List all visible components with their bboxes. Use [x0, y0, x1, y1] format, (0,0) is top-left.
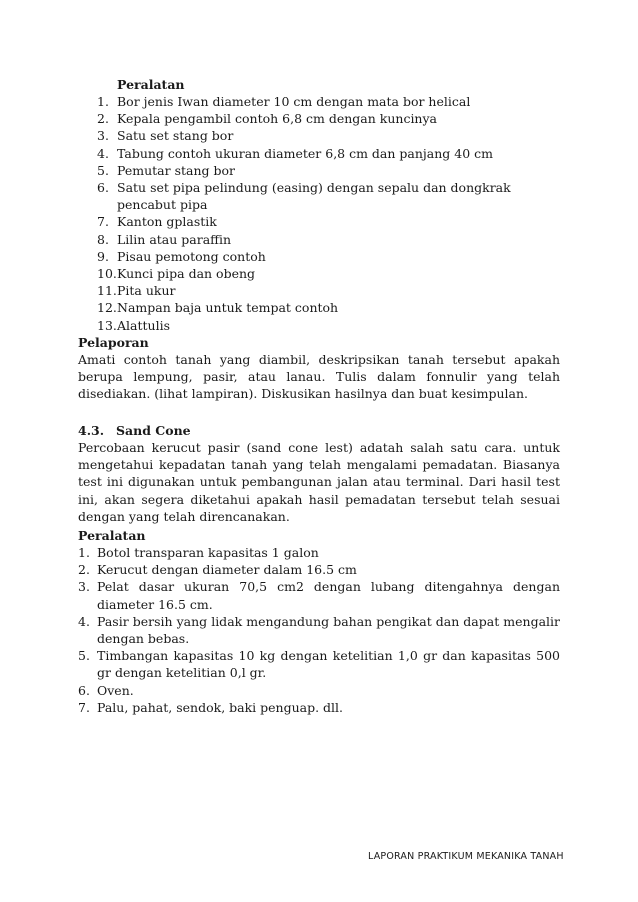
pelaporan-paragraph: Amati contoh tanah yang diambil, deskripsikan tanah tersebut apakah berupa lempung, pasir, atau lanau. Tulis dalam fonnulir yang telah disediakan. (lihat lampiran). Diskusikan hasilnya dan buat kesimpulan.: [78, 352, 560, 402]
list-item: [97, 231, 567, 248]
list-item-text: Oven.: [97, 682, 134, 698]
list-item-number: 3.: [78, 579, 90, 595]
list-item-text: Bor jenis Iwan diameter 10 cm dengan mata bor helical: [117, 94, 471, 109]
list-item: [78, 613, 560, 647]
list-item-text: Kepala pengambil contoh 6,8 cm dengan kuncinya: [117, 111, 438, 127]
section2-heading: Peralatan: [78, 528, 146, 543]
page-footer: LAPORAN PRAKTIKUM MEKANIKA TANAH: [368, 851, 564, 862]
list-item-text: Pelat dasar ukuran 70,5 cm2 dengan lubang ditengahnya dengan diameter 16.5 cm.: [97, 579, 560, 612]
list-item-text: Kerucut dengan diameter dalam 16.5 cm: [97, 562, 357, 578]
equipment-list-2: [78, 544, 560, 716]
list-item-number: 9.: [97, 248, 109, 264]
list-item: [97, 179, 567, 213]
list-item: [97, 93, 567, 110]
list-item-number: 6.: [97, 180, 109, 196]
list-item: [78, 544, 560, 561]
equipment-list-1: [97, 93, 567, 334]
list-item: [78, 699, 560, 716]
list-item-number: 1.: [78, 545, 90, 560]
list-item: [97, 110, 567, 127]
list-item-text: Palu, pahat, sendok, baki penguap. dll.: [97, 699, 344, 715]
list-item: [97, 213, 567, 230]
list-item: [78, 647, 560, 681]
list-item-number: 10.: [97, 266, 117, 282]
list-item-text: Pisau pemotong contoh: [117, 248, 266, 264]
list-item-text: Pita ukur: [117, 283, 176, 299]
list-item-number: 7.: [97, 214, 109, 230]
section1-heading: Peralatan: [117, 77, 185, 92]
pelaporan-heading: Pelaporan: [78, 335, 149, 350]
list-item-text: Lilin atau paraffin: [117, 231, 232, 247]
list-item-text: Timbangan kapasitas 10 kg dengan ketelitian 1,0 gr dan kapasitas 500 gr dengan ketelitian 0,l gr.: [97, 648, 560, 681]
list-item: [97, 317, 567, 334]
list-item-number: 3.: [97, 128, 109, 144]
sandcone-number: 4.3.: [78, 423, 105, 438]
list-item: [97, 162, 567, 179]
list-item-text: Alattulis: [117, 317, 170, 333]
list-item: [78, 561, 560, 578]
list-item: [78, 682, 560, 699]
list-item-text: Kunci pipa dan obeng: [117, 266, 256, 282]
list-item-number: 12.: [97, 300, 117, 316]
list-item-number: 6.: [78, 682, 90, 698]
list-item-text: Kanton gplastik: [117, 214, 217, 230]
list-item: [97, 265, 567, 282]
list-item: [97, 127, 567, 144]
list-item-number: 4.: [97, 145, 109, 161]
list-item: [97, 145, 567, 162]
list-item: [97, 282, 567, 299]
list-item-number: 1.: [97, 94, 109, 109]
list-item: [97, 248, 567, 265]
list-item-number: 11.: [97, 283, 117, 299]
list-item-number: 7.: [78, 699, 90, 715]
sandcone-title: Sand Cone: [116, 423, 191, 438]
list-item-number: 8.: [97, 231, 109, 247]
list-item-number: 4.: [78, 613, 90, 629]
list-item-number: 13.: [97, 317, 117, 333]
list-item-number: 5.: [78, 648, 90, 664]
list-item-text: Satu set stang bor: [117, 128, 234, 144]
list-item-text: Tabung contoh ukuran diameter 6,8 cm dan panjang 40 cm: [117, 145, 493, 161]
list-item: [97, 299, 567, 316]
list-item-text: Pasir bersih yang lidak mengandung bahan pengikat dan dapat mengalir dengan bebas.: [97, 613, 560, 647]
list-item-number: 2.: [78, 562, 90, 578]
list-item: [78, 578, 560, 612]
list-item-text: Pemutar stang bor: [117, 162, 235, 178]
list-item-number: 2.: [97, 111, 109, 127]
list-item-text: Nampan baja untuk tempat contoh: [117, 300, 339, 316]
list-item-text: Satu set pipa pelindung (easing) dengan sepalu dan dongkrak pencabut pipa: [117, 180, 511, 213]
sandcone-paragraph: Percobaan kerucut pasir (sand cone lest) adatah salah satu cara. untuk mengetahui kepadatan tanah yang telah mengalami pemadatan. Biasanya test ini digunakan untuk pembangunan jalan atau terminal. Dari hasil test ini, akan segera diketahui apakah hasil pemadatan tersebut telah sesuai dengan yang telah direncanakan.: [78, 440, 560, 524]
list-item-text: Botol transparan kapasitas 1 galon: [97, 545, 319, 560]
list-item-number: 5.: [97, 162, 109, 178]
